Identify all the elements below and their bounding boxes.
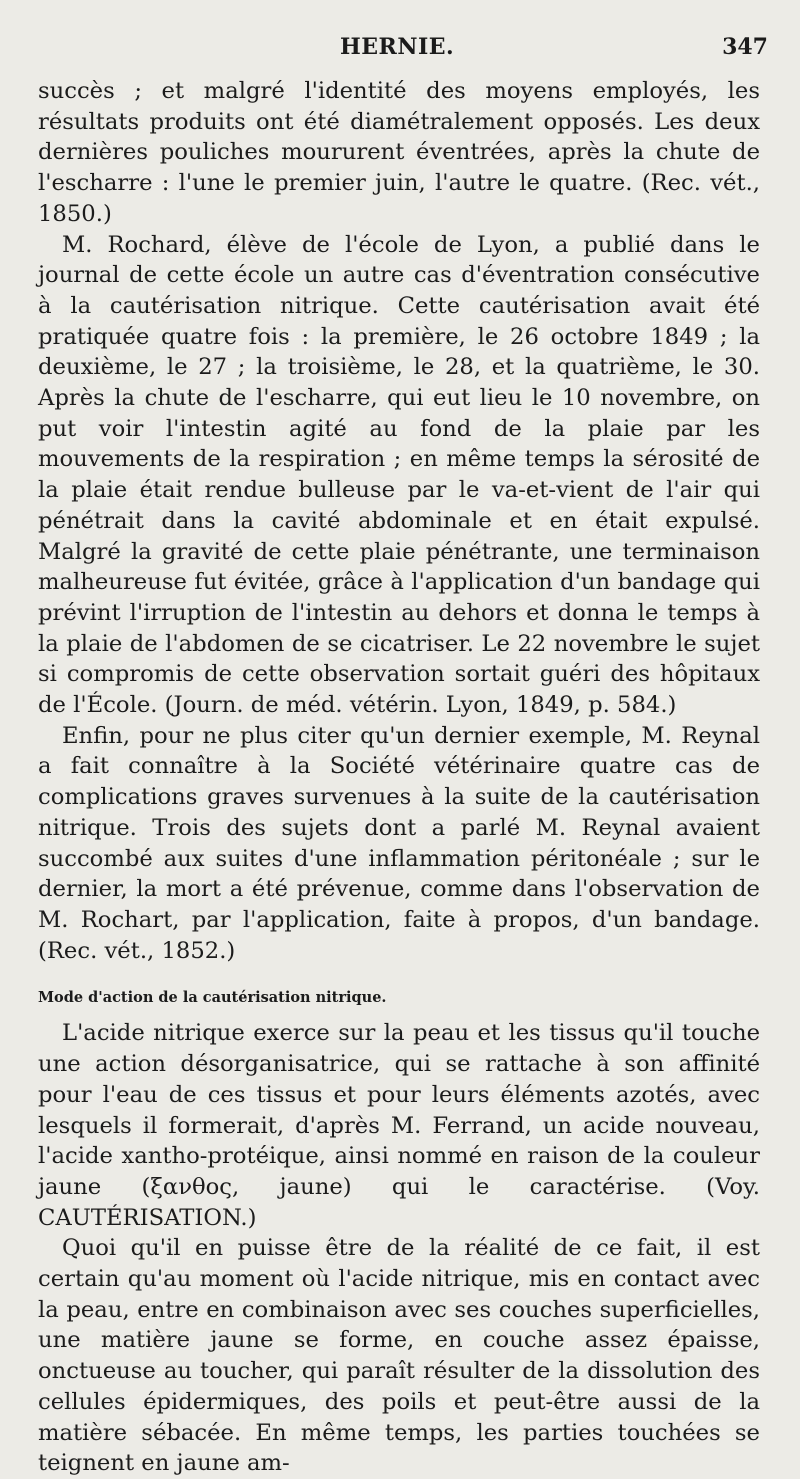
paragraph: L'acide nitrique exerce sur la peau et les tissus qu'il touche une action désorganisatrice, qui se rattache à son affinité pour l'eau de ces tissus et pour leurs éléments azotés, avec lesquels il formerait, d'après M. Ferrand, un acide nouveau, l'acide xantho-protéique, ainsi nommé en raison de la couleur jaune (ξανθος, jaune) qui le caractérise. (Voy. CAUTÉRISATION.) xyxy=(38,1020,760,1231)
body-text xyxy=(38,76,760,1479)
running-title: HERNIE. xyxy=(340,34,455,60)
paragraph: Quoi qu'il en puisse être de la réalité de ce fait, il est certain qu'au moment où l'acide nitrique, mis en contact avec la peau, entre en combinaison avec ses couches superficielles, une matière jaune se forme, en couche assez épaisse, onctueuse au toucher, qui paraît résulter de la dissolution des cellules épidermiques, des poils et peut-être aussi de la matière sébacée. En même temps, les parties touchées se teignent en jaune am- xyxy=(38,1235,760,1477)
paragraph: Enfin, pour ne plus citer qu'un dernier exemple, M. Reynal a fait connaître à la Société vétérinaire quatre cas de complications graves survenues à la suite de la cautérisation nitrique. Trois des sujets dont a parlé M. Reynal avaient succombé aux suites d'une inflammation péritonéale ; sur le dernier, la mort a été prévenue, comme dans l'observation de M. Rochart, par l'application, faite à propos, d'un bandage. (Rec. vét., 1852.) xyxy=(38,722,760,964)
running-header xyxy=(0,34,800,64)
section-heading: Mode d'action de la cautérisation nitrique. xyxy=(38,989,387,1007)
paragraph: succès ; et malgré l'identité des moyens employés, les résultats produits ont été diamétralement opposés. Les deux dernières pouliches moururent éventrées, après la chute de l'escharre : l'une le premier juin, l'autre le quatre. (Rec. vét., 1850.) xyxy=(38,78,760,227)
paragraph: M. Rochard, élève de l'école de Lyon, a publié dans le journal de cette école un autre cas d'éventration consécutive à la cautérisation nitrique. Cette cautérisation avait été pratiquée quatre fois : la première, le 26 octobre 1849 ; la deuxième, le 27 ; la troisième, le 28, et la quatrième, le 30. Après la chute de l'escharre, qui eut lieu le 10 novembre, on put voir l'intestin agité au fond de la plaie par les mouvements de la respiration ; en même temps la sérosité de la plaie était rendue bulleuse par le va-et-vient de l'air qui pénétrait dans la cavité abdominale et en était expulsé. Malgré la gravité de cette plaie pénétrante, une terminaison malheureuse fut évitée, grâce à l'application d'un bandage qui prévint l'irruption de l'intestin au dehors et donna le temps à la plaie de l'abdomen de se cicatriser. Le 22 novembre le sujet si compromis de cette observation sortait guéri des hôpitaux de l'École. (Journ. de méd. vétérin. Lyon, 1849, p. 584.) xyxy=(38,231,760,719)
page-number: 347 xyxy=(722,34,768,60)
